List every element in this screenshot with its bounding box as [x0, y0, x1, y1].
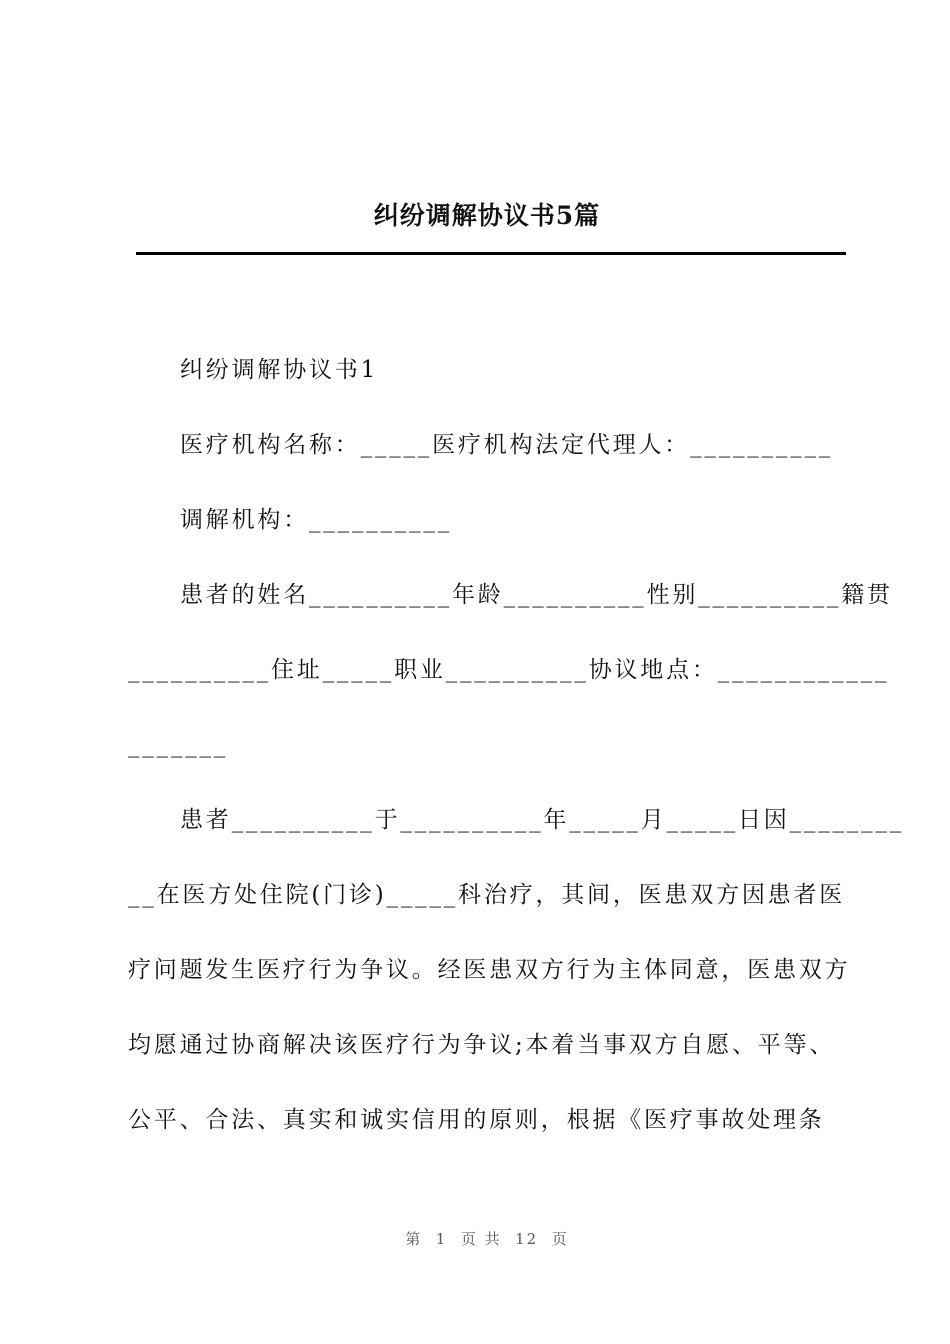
- body-line: 患者的姓名__________年龄__________性别__________籍贯: [180, 582, 893, 608]
- document-title: 纠纷调解协议书5篇: [373, 201, 601, 230]
- body-line: 调解机构：__________: [180, 507, 452, 533]
- body-line: __________住址_____职业__________协议地点：____________: [128, 657, 890, 683]
- body-line: 患者__________于__________年_____月_____日因________: [180, 807, 904, 833]
- body-line: __在医方处住院(门诊)_____科治疗，其间，医患双方因患者医: [128, 882, 846, 908]
- body-line: 疗问题发生医疗行为争议。经医患双方行为主体同意，医患双方: [128, 957, 851, 983]
- section-heading: 纠纷调解协议书1: [180, 357, 379, 383]
- body-line: 均愿通过协商解决该医疗行为争议;本着当事双方自愿、平等、: [128, 1032, 836, 1058]
- title-divider: [136, 252, 846, 255]
- body-line: 医疗机构名称：_____医疗机构法定代理人：__________: [180, 432, 834, 458]
- body-line: 公平、合法、真实和诚实信用的原则，根据《医疗事故处理条: [128, 1107, 825, 1133]
- page-number: 第 1 页 共 12 页: [405, 1230, 569, 1248]
- body-line: _______: [128, 732, 229, 758]
